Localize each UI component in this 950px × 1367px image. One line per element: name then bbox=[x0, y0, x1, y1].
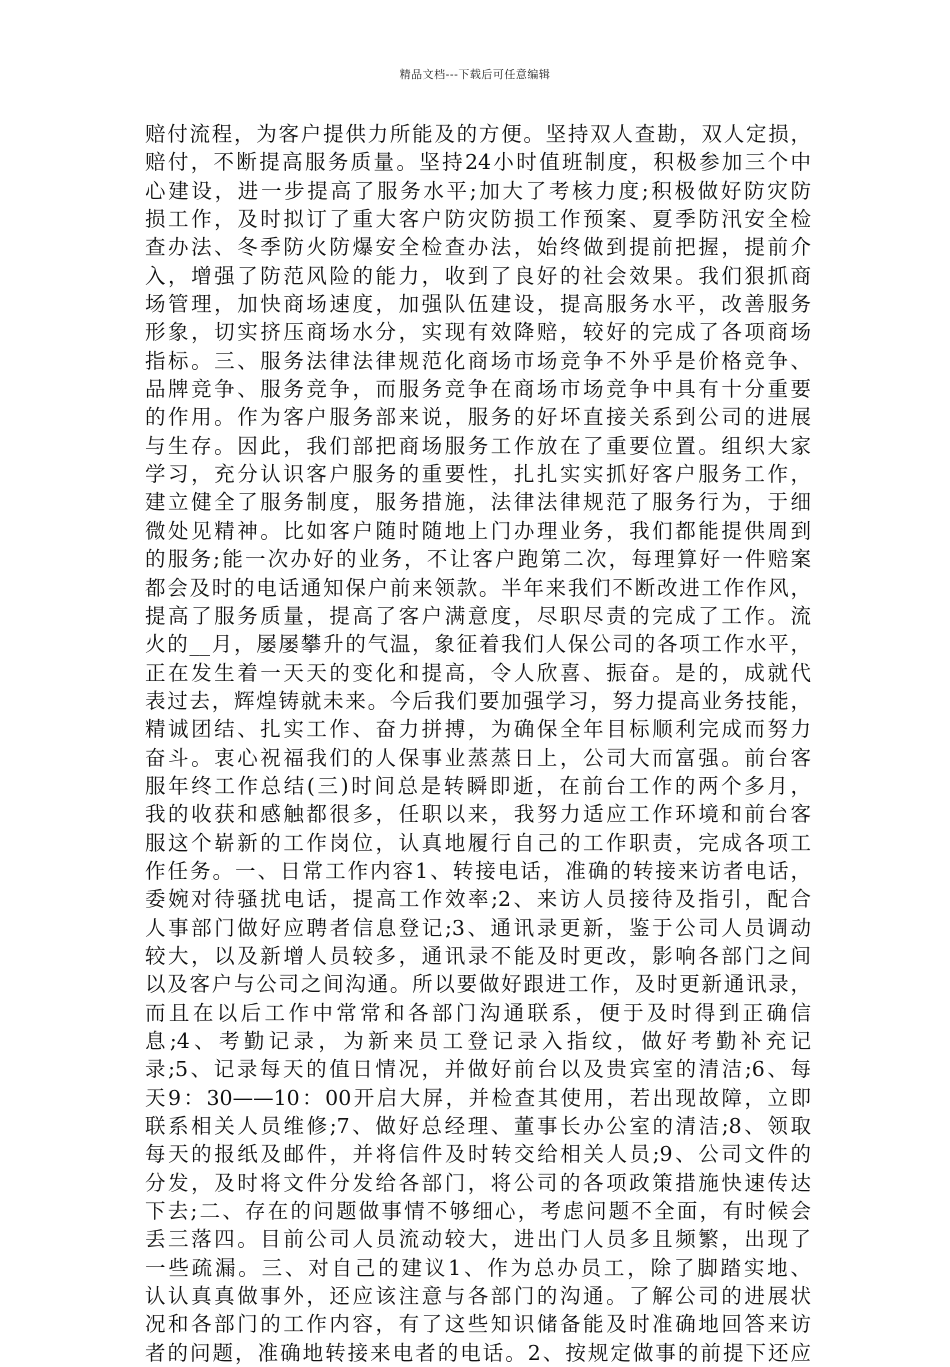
text-line: 都会及时的电话通知保户前来领款。半年来我们不断改进工作作风， bbox=[145, 575, 811, 600]
text-line: 赔付，不断提高服务质量。坚持24小时值班制度，积极参加三个中 bbox=[145, 150, 811, 175]
text-line: 况和各部门的工作内容，有了这些知识储备能及时准确地回答来访 bbox=[145, 1312, 811, 1337]
text-line: 录;5、记录每天的值日情况，并做好前台以及贵宾室的清洁;6、每 bbox=[145, 1057, 811, 1082]
text-line: 赔付流程，为客户提供力所能及的方便。坚持双人查勘，双人定损， bbox=[145, 122, 811, 146]
text-line: 委婉对待骚扰电话，提高工作效率;2、来访人员接待及指引，配合 bbox=[145, 887, 811, 912]
text-line: 的作用。作为客户服务部来说，服务的好坏直接关系到公司的进展 bbox=[145, 405, 811, 430]
text-line: 提高了服务质量，提高了客户满意度，尽职尽责的完成了工作。流 bbox=[145, 603, 811, 628]
text-line: 天9：30——10：00开启大屏，并检查其使用，若出现故障，立即 bbox=[145, 1085, 811, 1110]
text-line: 指标。三、服务法律法律规范化商场市场竞争不外乎是价格竞争、 bbox=[145, 348, 811, 373]
text-line: 我的收获和感触都很多，任职以来，我努力适应工作环境和前台客 bbox=[145, 802, 811, 827]
text-line: 表过去，辉煌铸就未来。今后我们要加强学习，努力提高业务技能， bbox=[145, 688, 811, 713]
text-line: 入，增强了防范风险的能力，收到了良好的社会效果。我们狠抓商 bbox=[145, 263, 811, 288]
text-line: 品牌竞争、服务竞争，而服务竞争在商场市场竞争中具有十分重要 bbox=[145, 377, 811, 402]
text-line: 下去;二、存在的问题做事情不够细心，考虑问题不全面，有时候会 bbox=[145, 1199, 811, 1224]
text-line: 火的__月，屡屡攀升的气温，象征着我们人保公司的各项工作水平， bbox=[145, 632, 811, 657]
text-line: 丢三落四。目前公司人员流动较大，进出门人员多且频繁，出现了 bbox=[145, 1227, 811, 1252]
body-text bbox=[145, 120, 811, 1367]
text-line: 以及客户与公司之间沟通。所以要做好跟进工作，及时更新通讯录， bbox=[145, 972, 811, 997]
text-line: 分发，及时将文件分发给各部门，将公司的各项政策措施快速传达 bbox=[145, 1170, 811, 1195]
text-line: 建立健全了服务制度，服务措施，法律法律规范了服务行为，于细 bbox=[145, 490, 811, 515]
text-line: 较大，以及新增人员较多，通讯录不能及时更改，影响各部门之间 bbox=[145, 943, 811, 968]
page-header: 精品文档---下载后可任意编辑 bbox=[399, 68, 551, 81]
text-line: 微处见精神。比如客户随时随地上门办理业务，我们都能提供周到 bbox=[145, 518, 811, 543]
text-line: 联系相关人员维修;7、做好总经理、董事长办公室的清洁;8、领取 bbox=[145, 1114, 811, 1139]
text-line: 人事部门做好应聘者信息登记;3、通讯录更新，鉴于公司人员调动 bbox=[145, 915, 811, 940]
text-line: 每天的报纸及邮件，并将信件及时转交给相关人员;9、公司文件的 bbox=[145, 1142, 811, 1167]
text-line: 而且在以后工作中常常和各部门沟通联系，便于及时得到正确信 bbox=[145, 1000, 811, 1025]
text-line: 奋斗。衷心祝福我们的人保事业蒸蒸日上，公司大而富强。前台客 bbox=[145, 745, 811, 770]
text-line: 认认真真做事外，还应该注意与各部门的沟通。了解公司的进展状 bbox=[145, 1284, 811, 1309]
text-line: 一些疏漏。三、对自己的建议1、作为总办员工，除了脚踏实地、 bbox=[145, 1255, 811, 1280]
text-line: 形象，切实挤压商场水分，实现有效降赔，较好的完成了各项商场 bbox=[145, 320, 811, 345]
text-line: 作任务。一、日常工作内容1、转接电话，准确的转接来访者电话， bbox=[145, 858, 811, 883]
text-line: 服这个崭新的工作岗位，认真地履行自己的工作职责，完成各项工 bbox=[145, 830, 811, 855]
text-line: 场管理，加快商场速度，加强队伍建设，提高服务水平，改善服务 bbox=[145, 292, 811, 317]
text-line: 正在发生着一天天的变化和提高，令人欣喜、振奋。是的，成就代 bbox=[145, 660, 811, 685]
text-line: 服年终工作总结(三)时间总是转瞬即逝，在前台工作的两个多月， bbox=[145, 773, 811, 798]
text-line: 精诚团结、扎实工作、奋力拼搏，为确保全年目标顺利完成而努力 bbox=[145, 717, 811, 742]
text-line: 者的问题，准确地转接来电者的电话。2、按规定做事的前提下还应 bbox=[145, 1340, 811, 1365]
text-line: 损工作，及时拟订了重大客户防灾防损工作预案、夏季防汛安全检 bbox=[145, 207, 811, 232]
text-line: 心建设，进一步提高了服务水平;加大了考核力度;积极做好防灾防 bbox=[145, 178, 811, 203]
text-line: 的服务;能一次办好的业务，不让客户跑第二次，每理算好一件赔案 bbox=[145, 547, 811, 572]
text-line: 与生存。因此，我们部把商场服务工作放在了重要位置。组织大家 bbox=[145, 433, 811, 458]
text-line: 学习，充分认识客户服务的重要性，扎扎实实抓好客户服务工作， bbox=[145, 462, 811, 487]
text-line: 息;4、考勤记录，为新来员工登记录入指纹，做好考勤补充记 bbox=[145, 1029, 811, 1053]
text-line: 查办法、冬季防火防爆安全检查办法，始终做到提前把握，提前介 bbox=[145, 235, 811, 260]
